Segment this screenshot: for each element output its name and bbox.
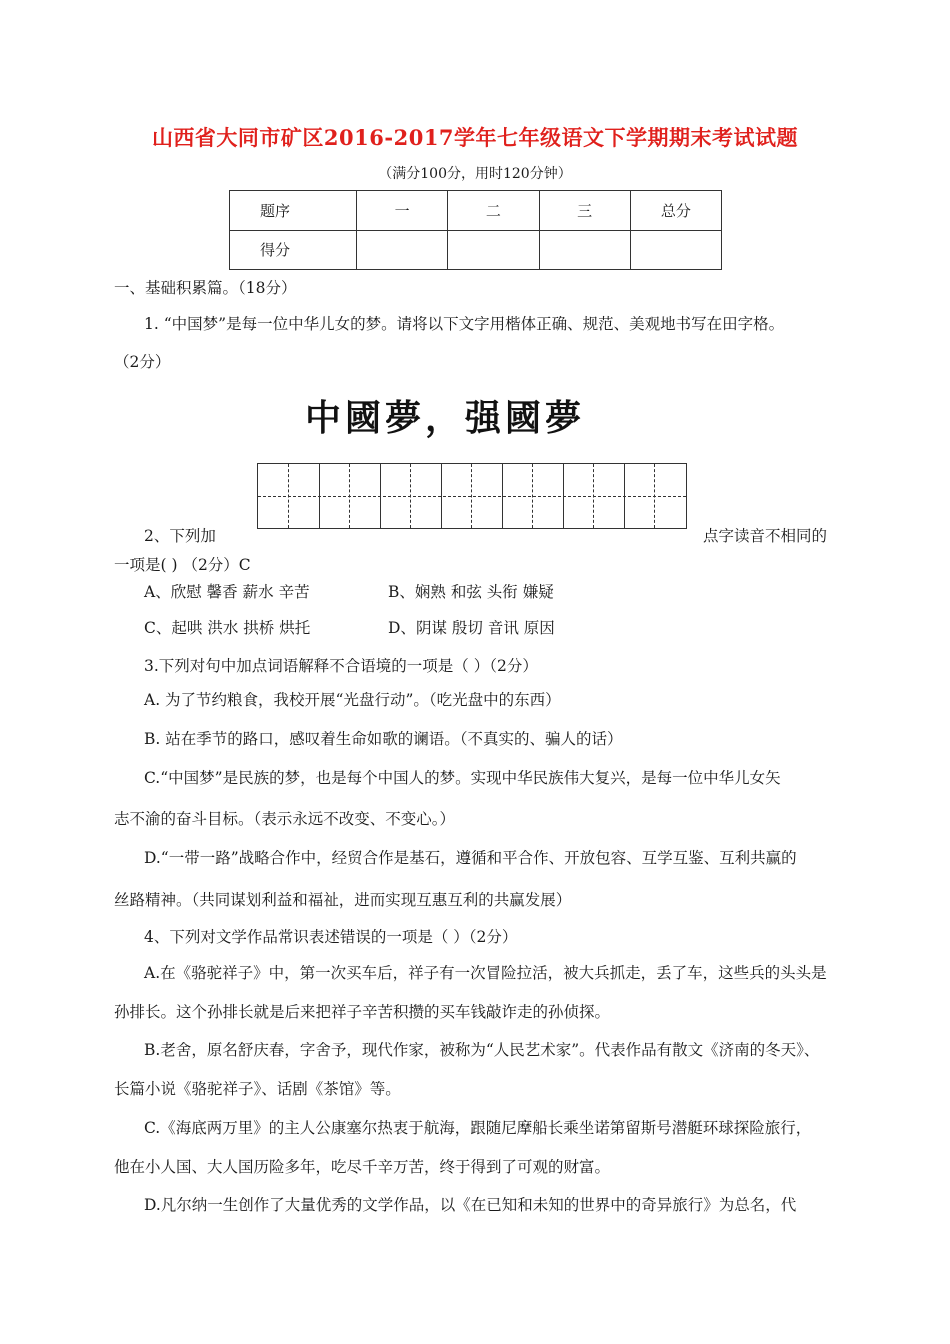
grid-dash (410, 464, 411, 528)
question-1-points: （2分） (114, 353, 171, 371)
option-a (144, 580, 310, 602)
option-label: D、 (388, 619, 416, 637)
grid-line (380, 464, 381, 528)
grid-dash (593, 464, 594, 528)
grid-midline (258, 496, 686, 497)
question-3-option-a: A. 为了节约粮食，我校开展“光盘行动”。（吃光盘中的东西） (144, 691, 561, 709)
word: 欣慰 (170, 583, 202, 601)
question-1-stem: 1. “中国梦”是每一位中华儿女的梦。请将以下文字用楷体正确、规范、美观地书写在田字格。 (144, 315, 785, 333)
exam-subtitle: （满分100分，用时120分钟） (378, 166, 572, 182)
question-3-stem: 3.下列对句中加点词语解释不合语境的一项是（ ）（2分） (144, 657, 538, 675)
word: 阴谋 (415, 619, 447, 637)
word: 烘托 (279, 619, 311, 637)
table-header-cell: 题序 (230, 191, 357, 231)
word: 原因 (523, 619, 555, 637)
section-heading: 一、基础积累篇。（18分） (114, 279, 297, 297)
grid-line (624, 464, 625, 528)
grid-dash (532, 464, 533, 528)
question-4-option-b-cont: 长篇小说《骆驼祥子》、话剧《茶馆》等。 (114, 1080, 401, 1098)
option-b (388, 580, 554, 602)
option-label: A、 (144, 583, 171, 601)
word: 起哄 (171, 619, 203, 637)
word: 头衔 (486, 583, 518, 601)
score-cell[interactable] (539, 230, 630, 270)
word: 和弦 (450, 583, 482, 601)
grid-line (319, 464, 320, 528)
table-row-label: 得分 (230, 230, 357, 270)
score-table (229, 190, 722, 270)
question-3-option-d: D.“一带一路”战略合作中，经贸合作是基石，遵循和平合作、开放包容、互学互鉴、互利共赢的 (144, 849, 797, 867)
exam-title: 山西省大同市矿区2016-2017学年七年级语文下学期期末考试试题 (151, 125, 799, 150)
word: 洪水 (207, 619, 239, 637)
table-header-cell: 一 (357, 191, 448, 231)
question-4-option-b: B.老舍，原名舒庆春，字舍予，现代作家，被称为“人民艺术家”。代表作品有散文《济南的冬天》、 (144, 1041, 820, 1059)
option-label: B、 (388, 583, 415, 601)
word: 拱桥 (243, 619, 275, 637)
question-2-end: 点字读音不相同的 (703, 527, 828, 545)
question-4-option-d: D.凡尔纳一生创作了大量优秀的文学作品，以《在已知和未知的世界中的奇异旅行》为总名，代 (144, 1196, 797, 1214)
table-header-cell: 总分 (630, 191, 721, 231)
grid-line (502, 464, 503, 528)
grid-dash (654, 464, 655, 528)
question-3-option-d-cont: 丝路精神。（共同谋划利益和福祉，进而实现互惠互利的共赢发展） (114, 891, 572, 909)
grid-line (441, 464, 442, 528)
word: 娴熟 (414, 583, 446, 601)
table-header-cell: 二 (448, 191, 539, 231)
word: 嫌疑 (522, 583, 554, 601)
option-label: C、 (144, 619, 172, 637)
table-header-cell: 三 (539, 191, 630, 231)
option-c (144, 616, 310, 638)
table-row (230, 230, 722, 270)
calligraphy-image (300, 392, 590, 442)
score-cell[interactable] (357, 230, 448, 270)
question-4-stem: 4、下列对文学作品常识表述错误的一项是（ ）（2分） (144, 928, 518, 946)
grid-dash (288, 464, 289, 528)
word: 辛苦 (278, 583, 310, 601)
score-cell[interactable] (630, 230, 721, 270)
writing-grid[interactable] (257, 463, 687, 529)
table-row (230, 191, 722, 231)
option-d (388, 616, 555, 638)
word: 音讯 (487, 619, 519, 637)
question-3-option-c: C.“中国梦”是民族的梦，也是每个中国人的梦。实现中华民族伟大复兴，是每一位中华儿女矢 (144, 769, 781, 787)
question-4-option-c: C.《海底两万里》的主人公康塞尔热衷于航海，跟随尼摩船长乘坐诺第留斯号潜艇环球探险旅行， (144, 1119, 812, 1137)
question-3-option-b: B. 站在季节的路口，感叹着生命如歌的谰语。（不真实的、骗人的话） (144, 730, 623, 748)
question-2-line2: 一项是( ) （2分）C (114, 556, 251, 574)
question-3-option-c-cont: 志不渝的奋斗目标。（表示永远不改变、不变心。） (114, 810, 456, 828)
question-4-option-a: A.在《骆驼祥子》中，第一次买车后，祥子有一次冒险拉活，被大兵抓走，丢了车，这些兵的头头是 (144, 964, 827, 982)
question-4-option-a-cont: 孙排长。这个孙排长就是后来把祥子辛苦积攒的买车钱敲诈走的孙侦探。 (114, 1003, 611, 1021)
word: 殷切 (451, 619, 483, 637)
word: 薪水 (242, 583, 274, 601)
grid-line (563, 464, 564, 528)
question-4-option-c-cont: 他在小人国、大人国历险多年，吃尽千辛万苦，终于得到了可观的财富。 (114, 1158, 611, 1176)
grid-dash (349, 464, 350, 528)
score-cell[interactable] (448, 230, 539, 270)
word: 馨香 (206, 583, 238, 601)
question-2-start: 2、下列加 (144, 527, 216, 545)
calligraphy-text: 中國夢，强國夢 (304, 397, 586, 439)
grid-dash (471, 464, 472, 528)
